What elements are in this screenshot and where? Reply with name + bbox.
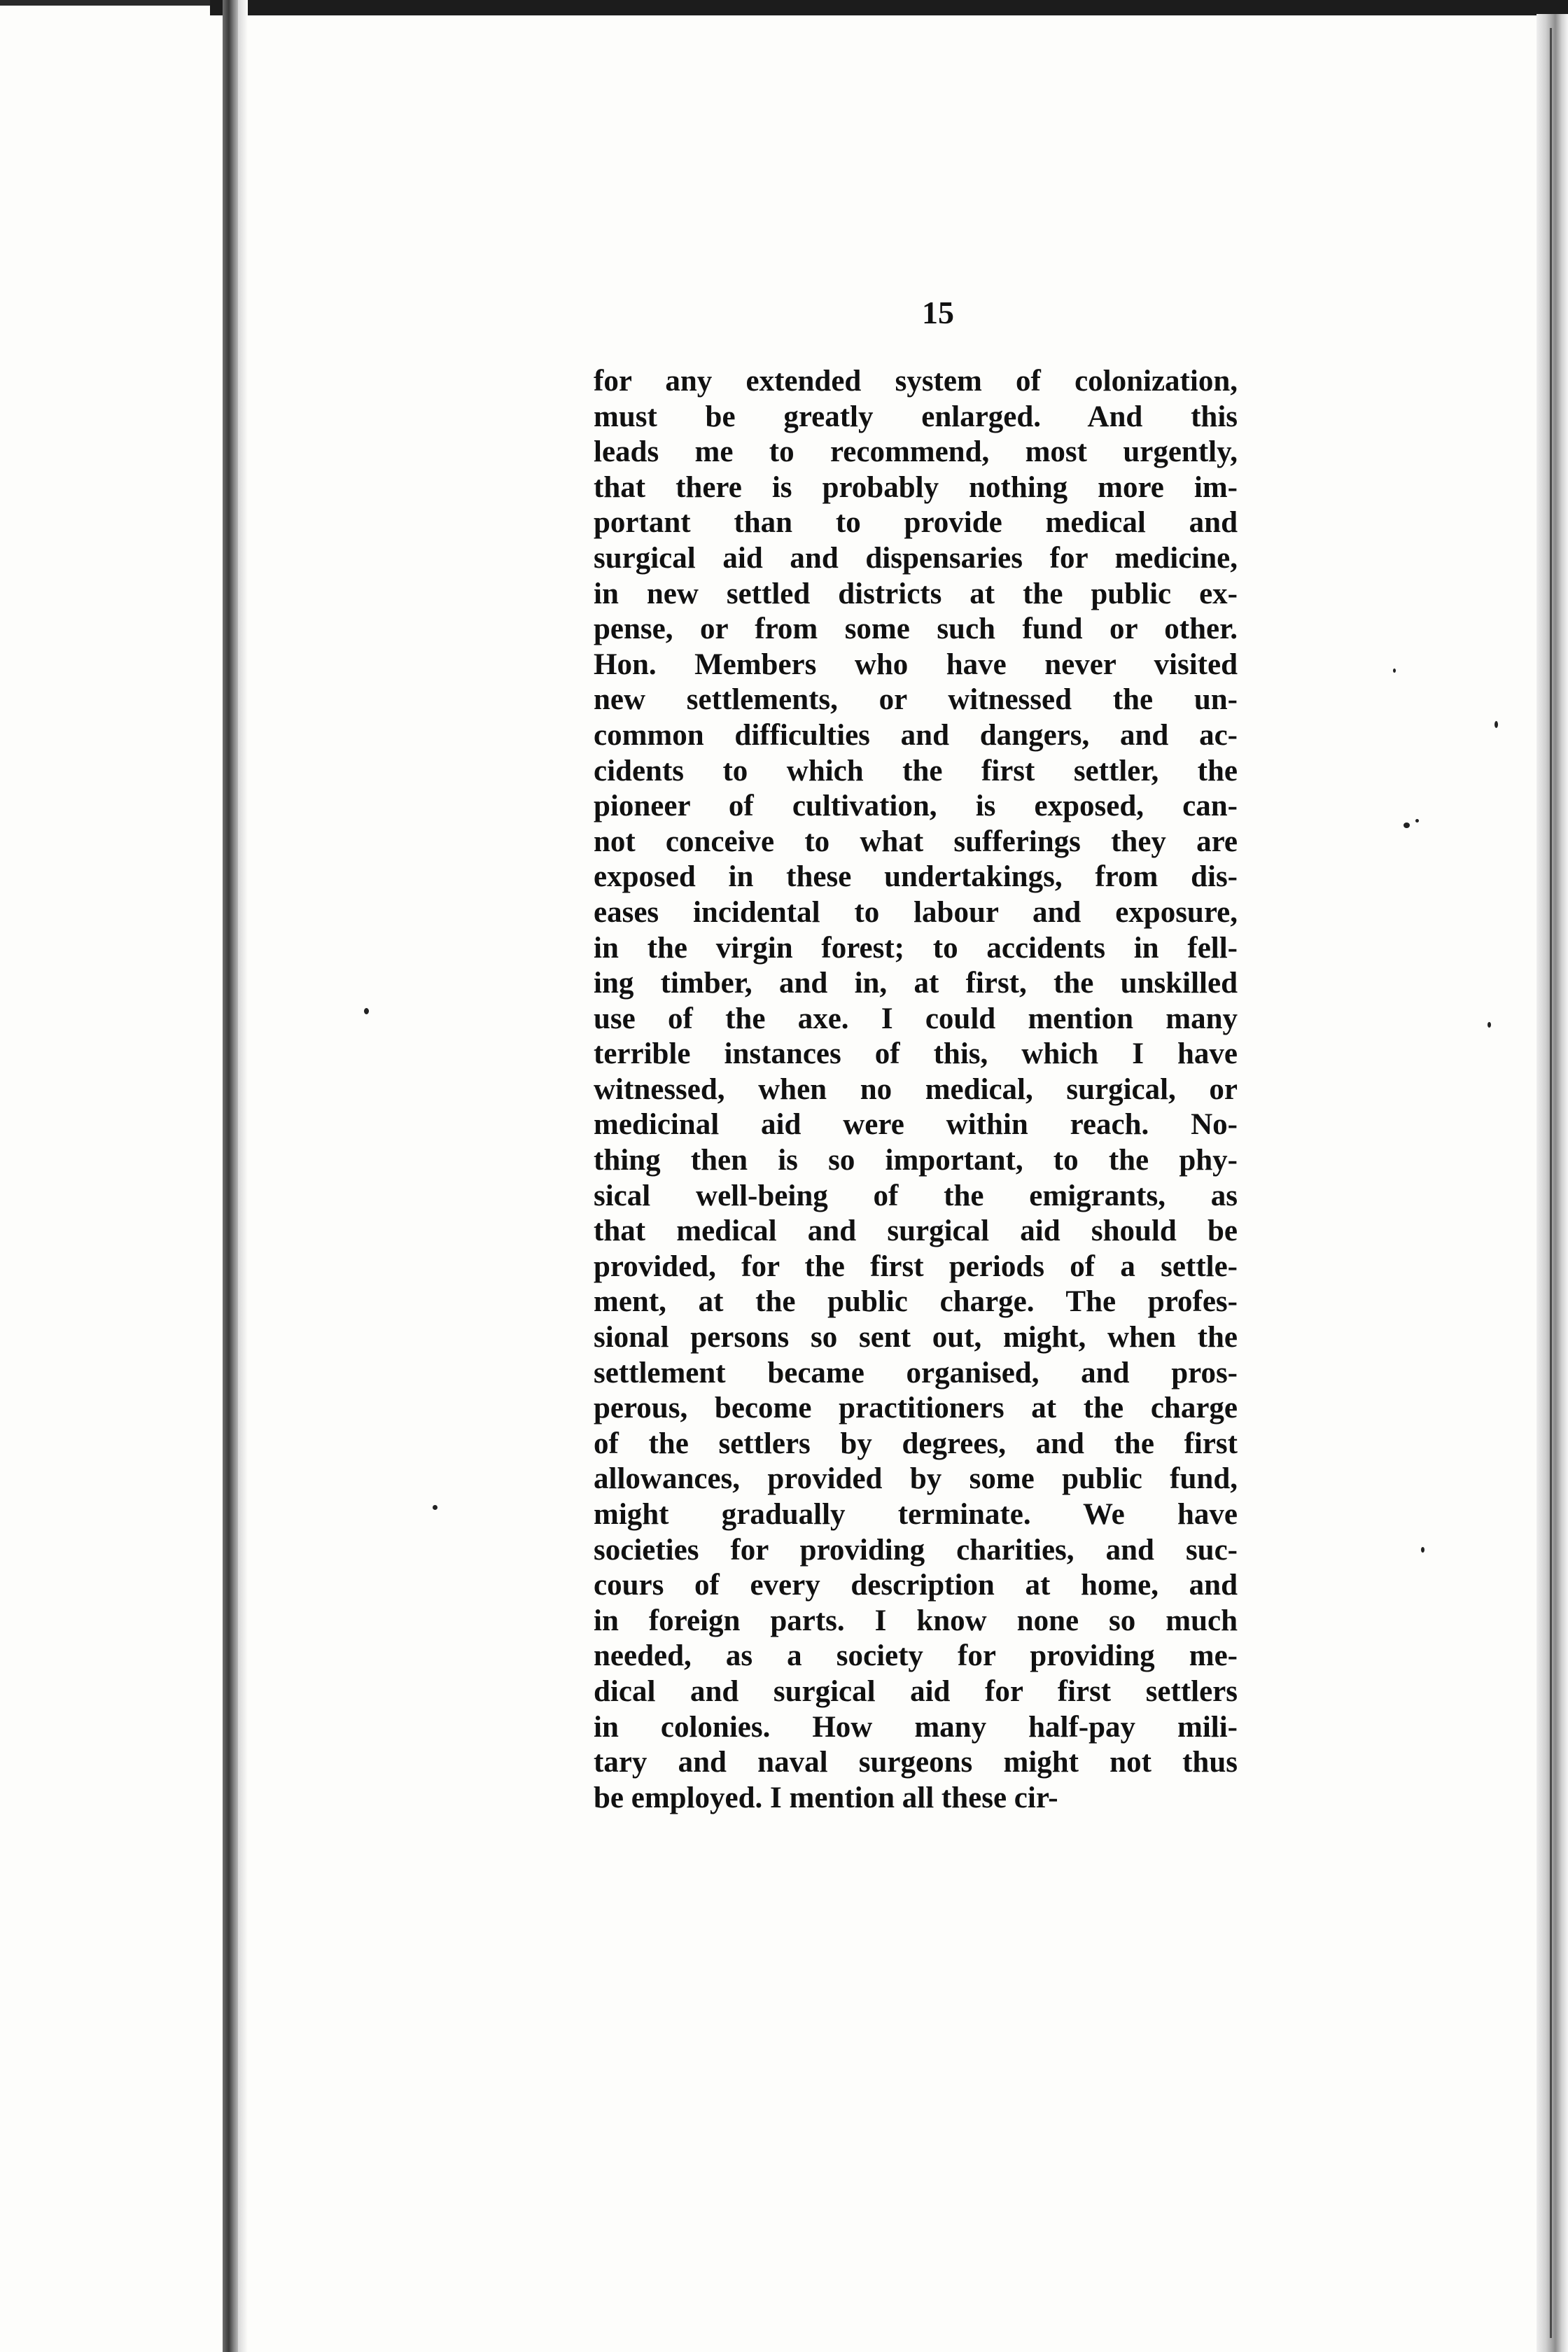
text-line: cours of every description at home, and [594,1569,1238,1602]
binding-shadow [238,0,248,2352]
text-line: ment, at the public charge. The profes- [594,1285,1238,1319]
text-line: might gradually terminate. We have [594,1498,1238,1531]
text-line: societies for providing charities, and suc- [594,1533,1238,1567]
ink-speck [1494,721,1498,728]
ink-speck [1393,668,1396,673]
text-line: surgical aid and dispensaries for medicine, [594,541,1238,575]
text-line: terrible instances of this, which I have [594,1037,1238,1071]
text-line: provided, for the first periods of a settle- [594,1250,1238,1283]
text-line: of the settlers by degrees, and the first [594,1427,1238,1460]
text-line: needed, as a society for providing me- [594,1639,1238,1673]
text-line: perous, become practitioners at the charge [594,1392,1238,1425]
text-line: dical and surgical aid for first settlers [594,1674,1238,1708]
text-line: ing timber, and in, at first, the unskilled [594,967,1238,1000]
text-line: in colonies. How many half-pay mili- [594,1710,1238,1744]
text-line: not conceive to what sufferings they are [594,825,1238,858]
text-line: that medical and surgical aid should be [594,1214,1238,1248]
text-line: that there is probably nothing more im- [594,470,1238,504]
ink-speck [1404,822,1410,828]
text-line: in foreign parts. I know none so much [594,1604,1238,1637]
text-line: thing then is so important, to the phy- [594,1144,1238,1177]
ink-speck [1421,1547,1424,1553]
text-line: for any extended system of colonization, [594,365,1238,398]
text-line: must be greatly enlarged. And this [594,400,1238,433]
text-line: be employed. I mention all these cir- [594,1781,1058,1814]
text-line: eases incidental to labour and exposure, [594,895,1238,929]
text-line: pioneer of cultivation, is exposed, can- [594,790,1238,823]
ink-speck [1415,819,1419,822]
text-line: medicinal aid were within reach. No- [594,1108,1238,1142]
text-line: in new settled districts at the public ex- [594,577,1238,610]
text-line: exposed in these undertakings, from dis- [594,860,1238,894]
body-text [594,364,1238,1960]
text-line: allowances, provided by some public fund, [594,1462,1238,1496]
scan-top-edge-left [0,0,210,6]
text-line: pense, or from some such fund or other. [594,612,1238,646]
text-line: sical well-being of the emigrants, as [594,1179,1238,1212]
page-right-edge-line [1550,28,1552,2338]
ink-speck [1488,1022,1491,1028]
book-binding-edge [223,0,238,2352]
ink-speck [433,1505,438,1510]
ink-speck [364,1008,369,1014]
page-right-edge [1536,14,1568,2352]
text-line: use of the axe. I could mention many [594,1002,1238,1035]
text-line: portant than to provide medical and [594,506,1238,540]
text-line: tary and naval surgeons might not thus [594,1746,1238,1779]
text-line: Hon. Members who have never visited [594,648,1238,681]
text-line: new settlements, or witnessed the un- [594,683,1238,717]
text-line: common difficulties and dangers, and ac- [594,718,1238,752]
scan-top-edge [210,0,1568,15]
text-line: witnessed, when no medical, surgical, or [594,1072,1238,1106]
text-line: in the virgin forest; to accidents in fell- [594,931,1238,965]
text-line: sional persons so sent out, might, when the [594,1321,1238,1354]
text-line: cidents to which the first settler, the [594,754,1238,788]
page-number: 15 [922,295,954,330]
text-line: settlement became organised, and pros- [594,1356,1238,1390]
text-line: leads me to recommend, most urgently, [594,435,1238,469]
